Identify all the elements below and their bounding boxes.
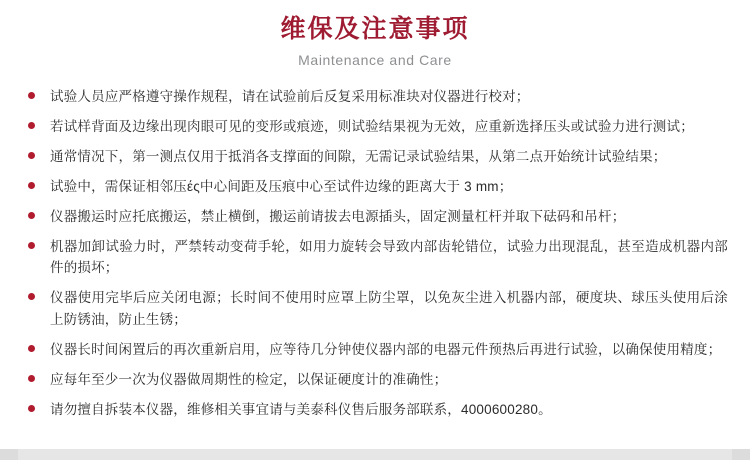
list-item — [22, 206, 728, 228]
list-item — [22, 146, 728, 168]
maintenance-notes-list — [0, 68, 750, 420]
list-item — [22, 287, 728, 331]
list-item-text: 应每年至少一次为仪器做周期性的检定，以保证硬度计的准确性； — [50, 371, 448, 387]
list-item — [22, 369, 728, 391]
dot-bullet-icon — [22, 116, 40, 129]
dot-bullet-icon — [22, 339, 40, 352]
page-header — [0, 0, 750, 68]
page-title: 维保及注意事项 — [280, 15, 470, 43]
dot-bullet-icon — [22, 176, 40, 189]
dot-bullet-icon — [22, 369, 40, 382]
list-item-text: 仪器使用完毕后应关闭电源；长时间不使用时应罩上防尘罩，以免灰尘进入机器内部，硬度块、球压头使用后涂上防锈油，防止生锈； — [50, 290, 728, 328]
dot-bullet-icon — [22, 206, 40, 219]
list-item-text: 请勿擅自拆装本仪器，维修相关事宜请与美泰科仪售后服务部联系，4000600280。 — [50, 401, 552, 417]
footer-divider — [0, 449, 750, 460]
page-subtitle: Maintenance and Care — [298, 52, 452, 69]
list-item-text: 通常情况下，第一测点仅用于抵消各支撑面的间隙，无需记录试验结果，从第二点开始统计试验结果； — [50, 148, 667, 164]
footer-divider-left-cap — [0, 449, 18, 460]
list-item-text: 仪器搬运时应托底搬运，禁止横倒，搬运前请拔去电源插头，固定测量杠杆并取下砝码和吊杆； — [50, 208, 626, 224]
list-item — [22, 236, 728, 280]
list-item — [22, 176, 728, 198]
dot-bullet-icon — [22, 236, 40, 249]
dot-bullet-icon — [22, 146, 40, 159]
list-item-text: 机器加卸试验力时，严禁转动变荷手轮，如用力旋转会导致内部齿轮错位，试验力出现混乱，甚至造成机器内部件的损坏； — [50, 238, 728, 276]
list-item — [22, 116, 728, 138]
list-item-text: 试验中，需保证相邻压ές中心间距及压痕中心至试件边缘的距离大于 3 mm； — [50, 178, 513, 194]
dot-bullet-icon — [22, 287, 40, 300]
dot-bullet-icon — [22, 86, 40, 99]
list-item — [22, 339, 728, 361]
list-item-text: 仪器长时间闲置后的再次重新启用，应等待几分钟使仪器内部的电器元件预热后再进行试验，以确保使用精度； — [50, 341, 722, 357]
footer-divider-right-cap — [732, 449, 750, 460]
dot-bullet-icon — [22, 399, 40, 412]
list-item — [22, 399, 728, 421]
list-item-text: 若试样背面及边缘出现肉眼可见的变形或痕迹，则试验结果视为无效，应重新选择压头或试验力进行测试； — [50, 119, 694, 135]
list-item-text: 试验人员应严格遵守操作规程，请在试验前后反复采用标准块对仪器进行校对； — [50, 89, 530, 105]
list-item — [22, 86, 728, 108]
